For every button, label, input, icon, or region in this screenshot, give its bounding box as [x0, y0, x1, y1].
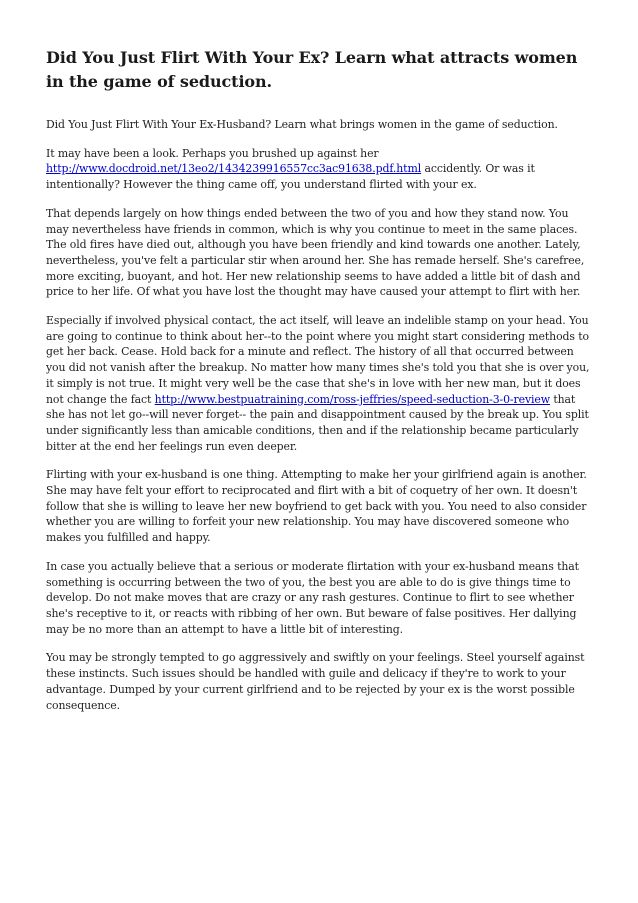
subtitle-paragraph: Did You Just Flirt With Your Ex-Husband? Learn what brings women in the game of seduction. [46, 118, 558, 131]
paragraph-physical-contact [46, 313, 592, 454]
document-title: Did You Just Flirt With Your Ex? Learn what attracts women in the game of seduction. [46, 48, 578, 91]
paragraph-physical-text-before: Especially if involved physical contact, the act itself, will leave an indelible stamp on your head. You are going to continue to think about her--to the point where you might start considering methods to get her back. Cease. Hold back for a minute and reflect. The history of all that occurred between you did not vanish after the breakup. No matter how many times she's told you that she is over you, it simply is not true. It might very well be the case that she's in love with her new man, but it does not change the fact [46, 314, 590, 406]
paragraph-physical-text-after: that she has not let go--will never forget-- the pain and disappointment caused by the break up. You split under significantly less than amicable conditions, then and if the relationship became particularly bitter at the end her feelings run even deeper. [46, 392, 589, 453]
paragraph-intro [46, 146, 592, 193]
paragraph-tempted: You may be strongly tempted to go aggressively and swiftly on your feelings. Steel yourself against these instincts. Such issues should be handled with guile and delicacy if they're to work to your advantage. Dumped by your current girlfriend and to be rejected by your ex is the worst possible consequence. [46, 651, 585, 712]
document-page [46, 46, 592, 726]
paragraph-serious-flirtation: In case you actually believe that a serious or moderate flirtation with your ex-husband means that something is occurring between the two of you, the best you are able to do is give things time to develop. Do not make moves that are crazy or any rash gestures. Continue to flirt to see whether she's receptive to it, or reacts with ribbing of her own. But beware of false positives. Her dallying may be no more than an attempt to have a little bit of interesting. [46, 559, 579, 636]
paragraph-intro-text-after: accidently. Or was it intentionally? However the thing came off, you understand flirted with your ex. [46, 162, 535, 192]
paragraph-flirting: Flirting with your ex-husband is one thing. Attempting to make her your girlfriend again is another. She may have felt your effort to reciprocated and flirt with a bit of coquetry of her own. It doesn't follow that she is willing to leave her new boyfriend to get back with you. You need to also consider whether you are willing to forfeit your new relationship. You may have discovered someone who makes you fulfilled and happy. [46, 468, 587, 545]
docdroid-link[interactable]: http://www.docdroid.net/13eo2/1434239916557cc3ac91638.pdf.html [46, 162, 422, 176]
paragraph-ended: That depends largely on how things ended between the two of you and how they stand now. You may nevertheless have friends in common, which is why you continue to meet in the same places. The old fires have died out, although you have been friendly and kind towards one another. Lately, nevertheless, you've felt a particular stir when around her. She has remade herself. She's carefree, more exciting, buoyant, and hot. Her new relationship seems to have added a little bit of dash and price to her life. Of what you have lost the thought may have caused your attempt to flirt with her. [46, 206, 585, 299]
paragraph-intro-text-before: It may have been a look. Perhaps you brushed up against her [46, 146, 379, 160]
bestpuatraining-link[interactable]: http://www.bestpuatraining.com/ross-jeffries/speed-seduction-3-0-review [154, 392, 550, 406]
